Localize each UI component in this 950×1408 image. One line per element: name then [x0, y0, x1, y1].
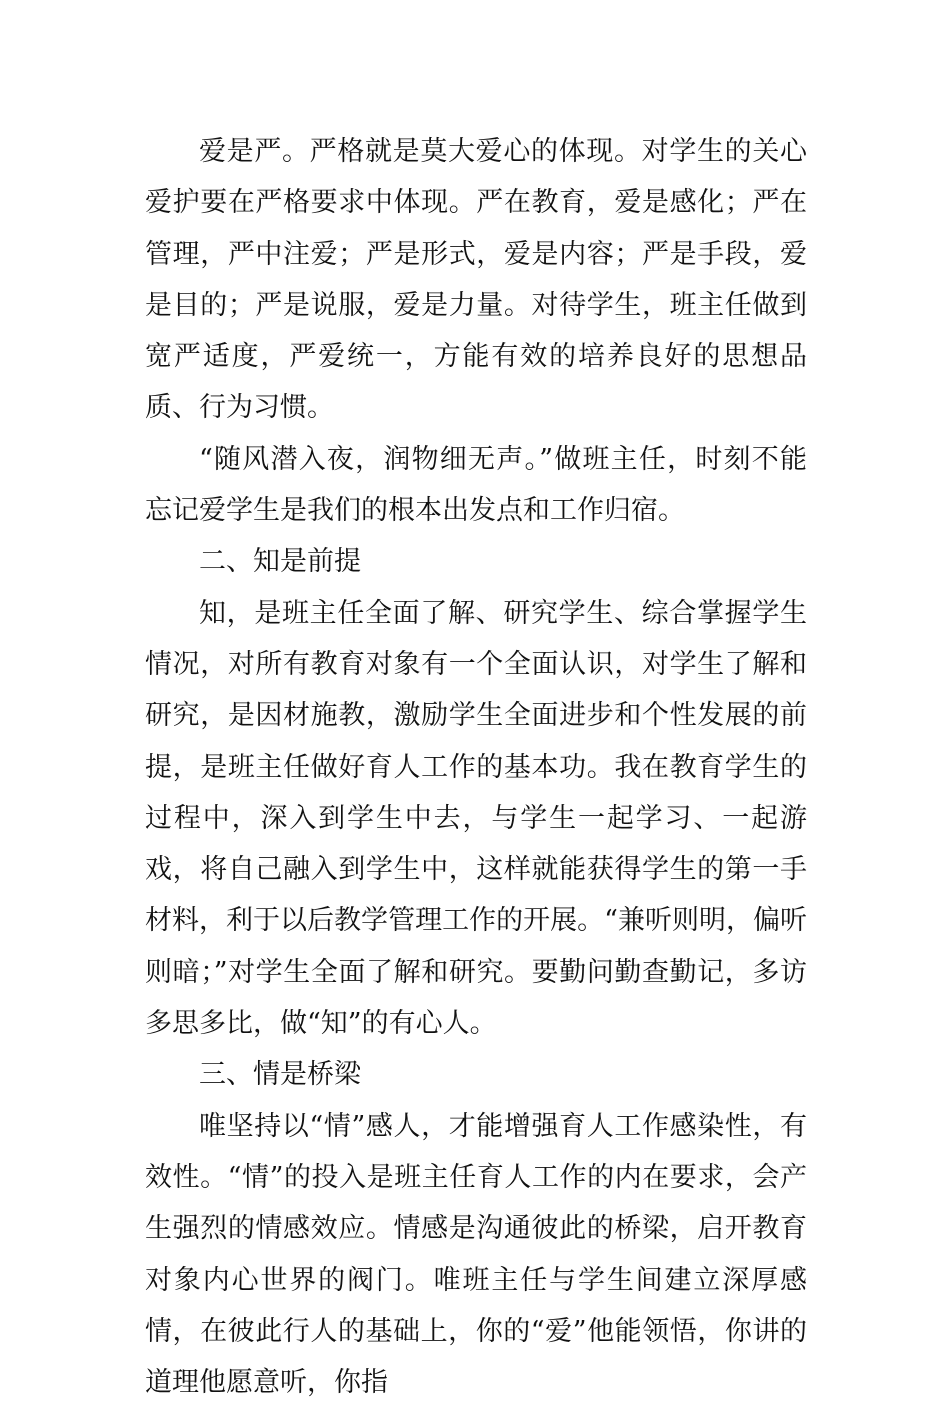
section-heading-emotion: 三、情是桥梁 — [199, 1059, 361, 1091]
document-page — [145, 126, 807, 1408]
paragraph-quote-spring-rain: “随风潜入夜，润物细无声。”做班主任，时刻不能忘记爱学生是我们的根本出发点和工作归宿。 — [145, 443, 807, 527]
section-heading-knowledge: 二、知是前提 — [199, 546, 361, 578]
paragraph-love-is-strictness: 爱是严。严格就是莫大爱心的体现。对学生的关心爱护要在严格要求中体现。严在教育，爱是感化；严在管理，严中注爱；严是形式，爱是内容；严是手段，爱是目的；严是说服，爱是力量。对待学生，班主任做到宽严适度，严爱统一，方能有效的培养良好的思想品质、行为习惯。 — [145, 136, 807, 424]
paragraph-emotion-is-bridge: 唯坚持以“情”感人，才能增强育人工作感染性，有效性。“情”的投入是班主任育人工作的内在要求，会产生强烈的情感效应。情感是沟通彼此的桥梁，启开教育对象内心世界的阀门。唯班主任与学生间建立深厚感情，在彼此行人的基础上，你的“爱”他能领悟，你讲的道理他愿意听，你指 — [145, 1110, 807, 1399]
paragraph-knowledge-is-premise: 知，是班主任全面了解、研究学生、综合掌握学生情况，对所有教育对象有一个全面认识，对学生了解和研究，是因材施教，激励学生全面进步和个性发展的前提，是班主任做好育人工作的基本功。我在教育学生的过程中，深入到学生中去，与学生一起学习、一起游戏，将自己融入到学生中，这样就能获得学生的第一手材料，利于以后教学管理工作的开展。“兼听则明，偏听则暗；”对学生全面了解和研究。要勤问勤查勤记，多访多思多比，做“知”的有心人。 — [145, 597, 807, 1040]
